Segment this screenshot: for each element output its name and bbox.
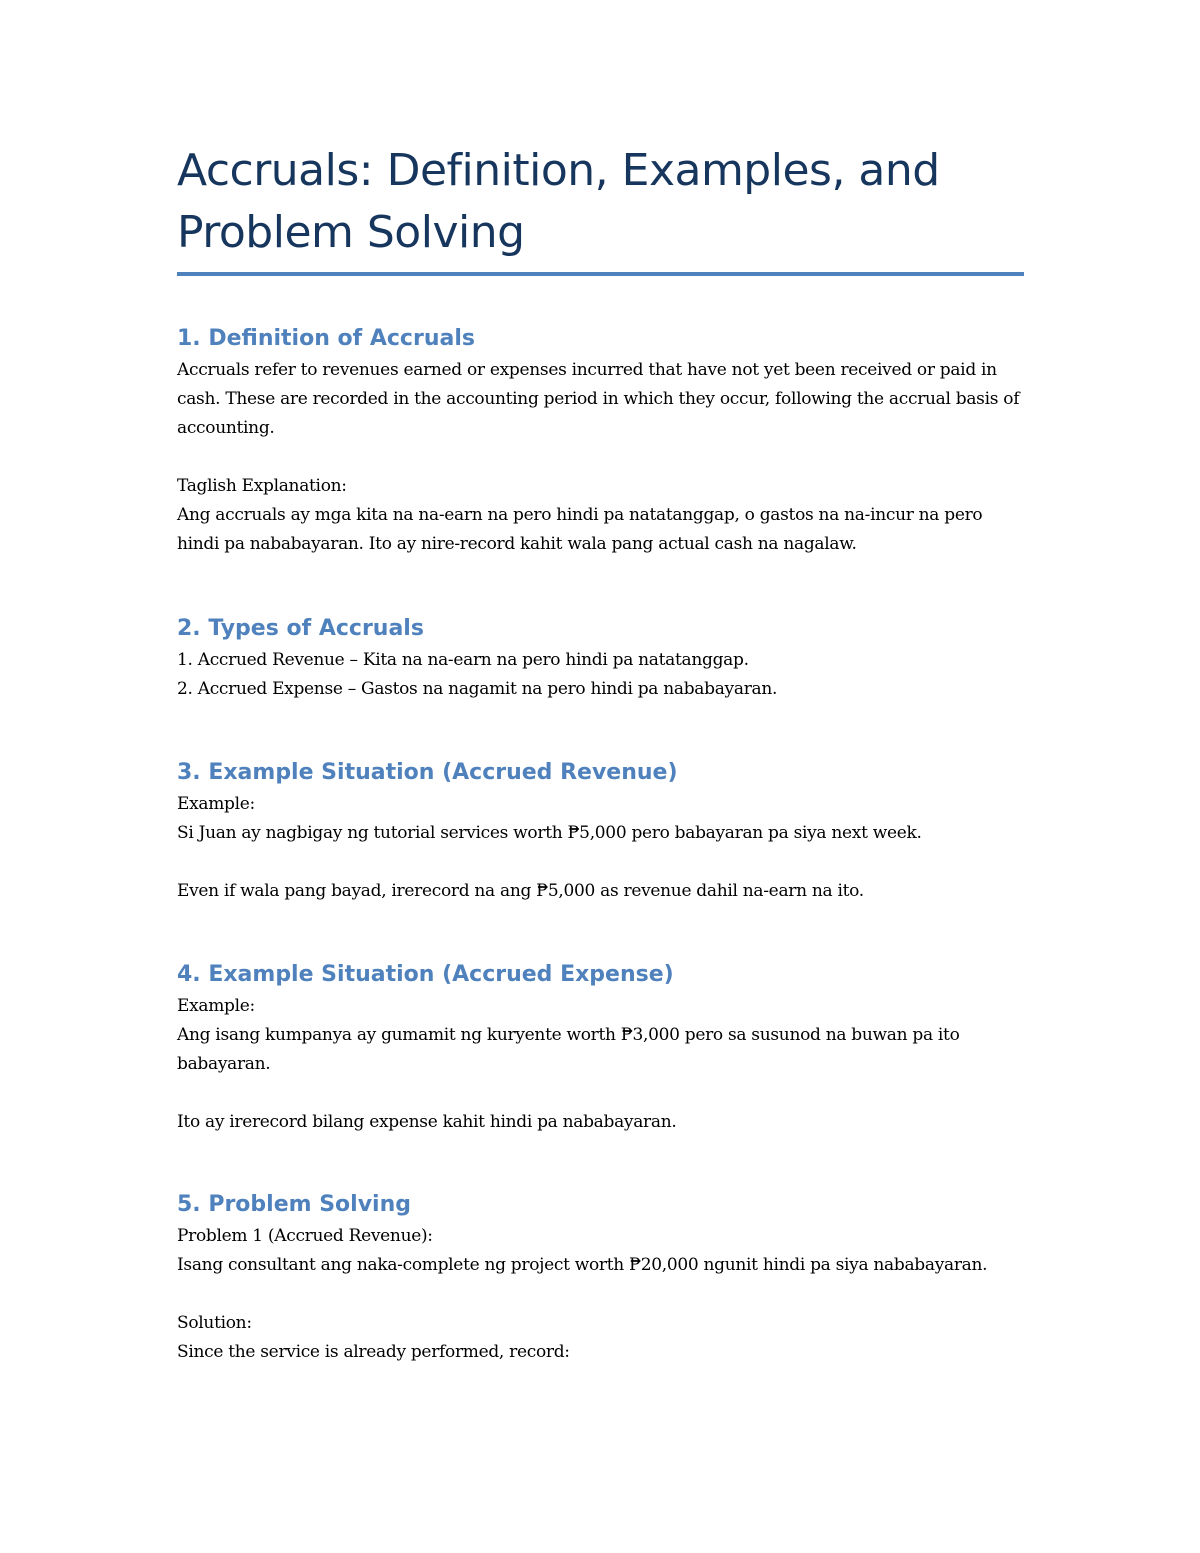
taglish-label: Taglish Explanation:: [177, 476, 347, 496]
example-label: Example:: [177, 794, 255, 814]
title-line-1: Accruals: Definition, Examples, and: [177, 145, 940, 196]
example-paragraph: Si Juan ay nagbigay ng tutorial services worth ₱5,000 pero babayaran pa siya next week.: [177, 823, 922, 843]
definition-paragraph: Accruals refer to revenues earned or expenses incurred that have not yet been received or paid in cash. These are recorded in the accounting period in which they occur, following the accrual basis of accounting.: [177, 360, 1020, 438]
solution-text: Since the service is already performed, record:: [177, 1342, 570, 1362]
problem-label: Problem 1 (Accrued Revenue):: [177, 1226, 433, 1246]
section-definition: [177, 324, 1024, 559]
example-note: Even if wala pang bayad, irerecord na ang ₱5,000 as revenue dahil na-earn na ito.: [177, 881, 864, 901]
document-header: [177, 140, 1024, 276]
section-heading: 3. Example Situation (Accrued Revenue): [177, 760, 678, 785]
title-line-2: Problem Solving: [177, 207, 525, 258]
example-paragraph: Ang isang kumpanya ay gumamit ng kuryente worth ₱3,000 pero sa susunod na buwan pa ito babayaran.: [177, 1025, 960, 1074]
solution-label: Solution:: [177, 1313, 252, 1333]
document-title: [177, 140, 1024, 264]
list-item: 1. Accrued Revenue – Kita na na-earn na pero hindi pa natatanggap.: [177, 650, 749, 670]
section-heading: 5. Problem Solving: [177, 1192, 411, 1217]
example-note: Ito ay irerecord bilang expense kahit hindi pa nababayaran.: [177, 1112, 677, 1132]
section-heading: 4. Example Situation (Accrued Expense): [177, 962, 674, 987]
example-label: Example:: [177, 996, 255, 1016]
section-accrued-expense-example: [177, 960, 1024, 1137]
title-underline: [177, 272, 1024, 276]
list-item: 2. Accrued Expense – Gastos na nagamit na pero hindi pa nababayaran.: [177, 679, 778, 699]
taglish-paragraph: Ang accruals ay mga kita na na-earn na pero hindi pa natatanggap, o gastos na na-incur na pero hindi pa nababayaran. Ito ay nire-record kahit wala pang actual cash na nagalaw.: [177, 505, 983, 554]
section-heading: 1. Definition of Accruals: [177, 326, 475, 351]
section-problem-solving: [177, 1190, 1024, 1367]
problem-text: Isang consultant ang naka-complete ng project worth ₱20,000 ngunit hindi pa siya nababayaran.: [177, 1255, 988, 1275]
section-heading: 2. Types of Accruals: [177, 616, 424, 641]
section-types: [177, 614, 1024, 704]
section-accrued-revenue-example: [177, 758, 1024, 906]
